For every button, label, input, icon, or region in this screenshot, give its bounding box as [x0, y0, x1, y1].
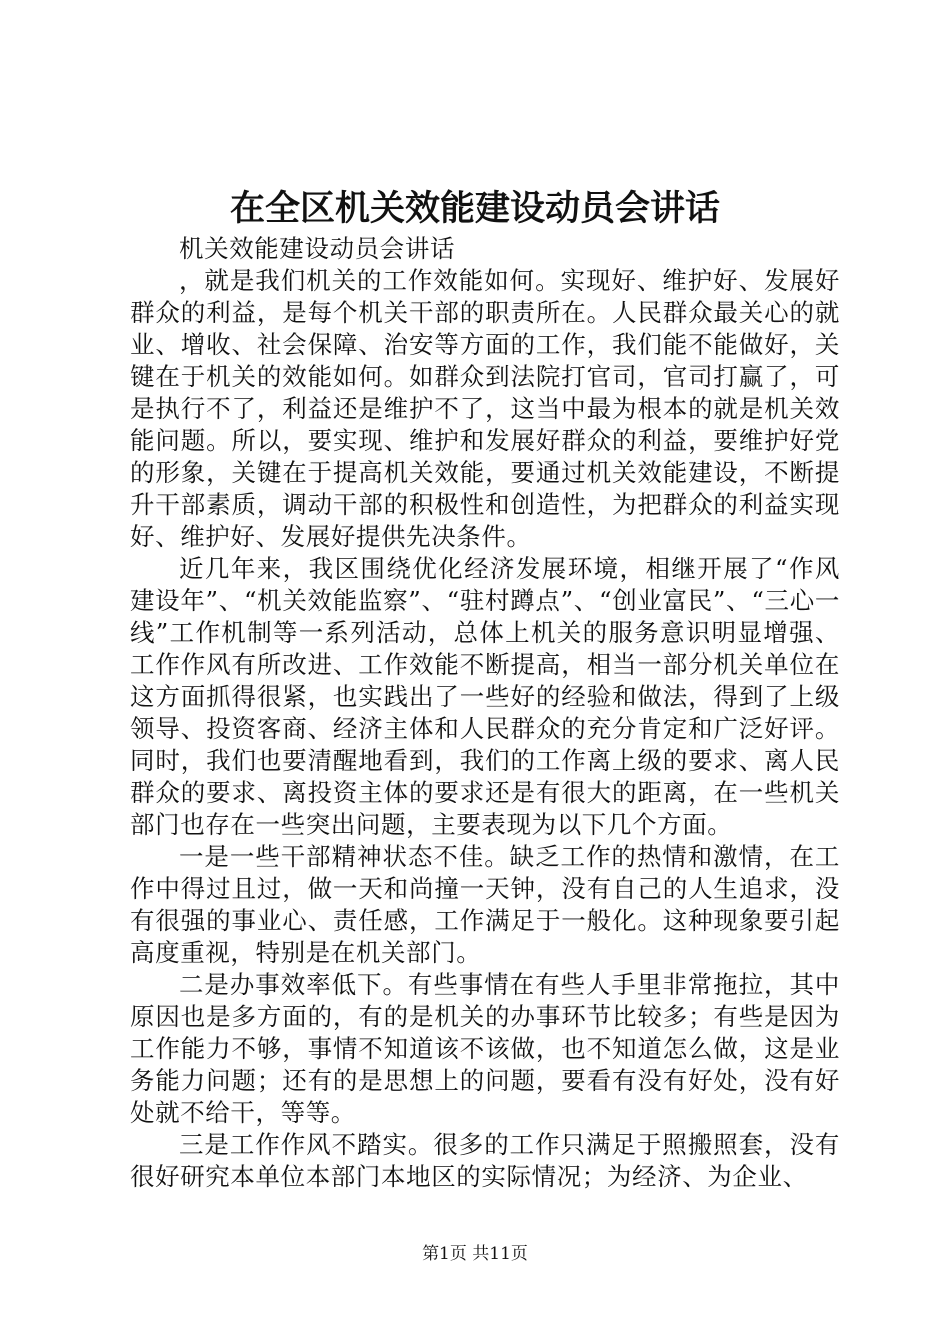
document-body — [130, 233, 840, 1193]
paragraph: 近几年来，我区围绕优化经济发展环境，相继开展了“作风建设年”、“机关效能监察”、“驻村蹲点”、“创业富民”、“三心一线”工作机制等一系列活动，总体上机关的服务意识明显增强、工作作风有所改进、工作效能不断提高，相当一部分机关单位在这方面抓得很紧，也实践出了一些好的经验和做法，得到了上级领导、投资客商、经济主体和人民群众的充分肯定和广泛好评。同时，我们也要清醒地看到，我们的工作离上级的要求、离人民群众的要求、离投资主体的要求还是有很大的距离，在一些机关部门也存在一些突出问题，主要表现为以下几个方面。 — [130, 554, 840, 839]
document-title: 在全区机关效能建设动员会讲话 — [229, 188, 720, 229]
paragraph: 三是工作作风不踏实。很多的工作只满足于照搬照套，没有很好研究本单位本部门本地区的实际情况；为经济、为企业、 — [130, 1130, 840, 1191]
paragraph: 一是一些干部精神状态不佳。缺乏工作的热情和激情，在工作中得过且过，做一天和尚撞一天钟，没有自己的人生追求，没有很强的事业心、责任感，工作满足于一般化。这种现象要引起高度重视，特别是在机关部门。 — [130, 842, 840, 967]
paragraph: 二是办事效率低下。有些事情在有些人手里非常拖拉，其中原因也是多方面的，有的是机关的办事环节比较多；有些是因为工作能力不够，事情不知道该不该做，也不知道怎么做，这是业务能力问题；还有的是思想上的问题，要看有没有好处，没有好处就不给干，等等。 — [130, 970, 840, 1127]
page-footer: 第1页 共11页 — [422, 1244, 528, 1264]
paragraph: ，就是我们机关的工作效能如何。实现好、维护好、发展好群众的利益，是每个机关干部的职责所在。人民群众最关心的就业、增收、社会保障、治安等方面的工作，我们能不能做好，关键在于机关的效能如何。如群众到法院打官司，官司打赢了，可是执行不了，利益还是维护不了，这当中最为根本的就是机关效能问题。所以，要实现、维护和发展好群众的利益，要维护好党的形象，关键在于提高机关效能，要通过机关效能建设，不断提升干部素质，调动干部的积极性和创造性，为把群众的利益实现好、维护好、发展好提供先决条件。 — [130, 266, 840, 551]
paragraph: 机关效能建设动员会讲话 — [179, 234, 456, 263]
